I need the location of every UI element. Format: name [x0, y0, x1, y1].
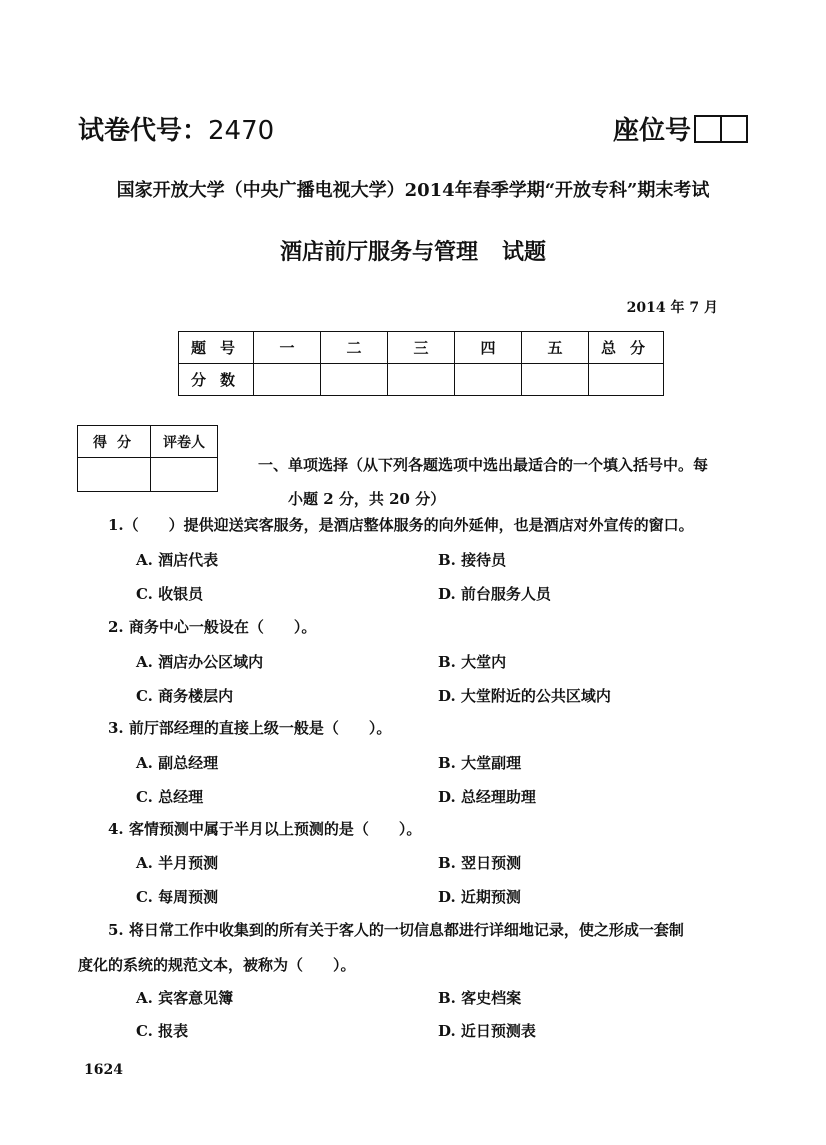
score-table-header-row	[179, 332, 664, 364]
question-2-option-b: B. 大堂内	[438, 653, 507, 671]
paper-code-label: 试卷代号：	[78, 116, 209, 146]
score-cell	[254, 364, 321, 396]
score-cell	[321, 364, 388, 396]
question-1-option-a: A. 酒店代表	[136, 551, 219, 569]
seat-label: 座位号	[612, 116, 691, 146]
grader-table-body-row	[78, 458, 218, 492]
question-4-option-d: D. 近期预测	[438, 888, 521, 906]
grader-score-label: 得分	[78, 426, 151, 458]
question-1-option-d: D. 前台服务人员	[438, 585, 551, 603]
page-number: 1624	[84, 1062, 123, 1078]
score-col-2: 二	[321, 332, 388, 364]
score-table-score-row	[179, 364, 664, 396]
question-4-stem: 4. 客情预测中属于半月以上预测的是（ ）。	[108, 820, 422, 838]
score-col-5: 五	[522, 332, 589, 364]
question-4-option-c: C. 每周预测	[136, 888, 219, 906]
question-4-option-b: B. 翌日预测	[438, 854, 522, 872]
score-cell	[522, 364, 589, 396]
course-name: 酒店前厅服务与管理	[279, 240, 478, 265]
seat-boxes	[694, 115, 748, 143]
question-3-option-b: B. 大堂副理	[438, 754, 522, 772]
question-5-option-c: C. 报表	[136, 1022, 189, 1040]
section-title-line2: 小题 2 分，共 20 分）	[288, 490, 446, 508]
score-table-row1-label: 题号	[179, 332, 254, 364]
question-2-option-d: D. 大堂附近的公共区域内	[438, 687, 611, 705]
section-title-line1: 一、单项选择（从下列各题选项中选出最适合的一个填入括号中。每	[258, 456, 709, 474]
question-1-option-c: C. 收银员	[136, 585, 204, 603]
question-3-option-d: D. 总经理助理	[438, 788, 536, 806]
score-table-row2-label: 分数	[179, 364, 254, 396]
question-4-option-a: A. 半月预测	[136, 854, 219, 872]
question-1-stem: 1.（ ）提供迎送宾客服务，是酒店整体服务的向外延伸，也是酒店对外宣传的窗口。	[108, 516, 694, 534]
course-suffix: 试题	[502, 240, 547, 265]
paper-code-number: 2470	[208, 116, 275, 146]
paper-code	[78, 110, 274, 147]
question-2-option-a: A. 酒店办公区域内	[136, 653, 264, 671]
grader-name-label: 评卷人	[151, 426, 218, 458]
score-cell	[455, 364, 522, 396]
course-title	[0, 235, 826, 266]
score-col-1: 一	[254, 332, 321, 364]
score-col-3: 三	[388, 332, 455, 364]
question-3-stem: 3. 前厅部经理的直接上级一般是（ ）。	[108, 719, 392, 737]
question-5-stem-continued: 度化的系统的规范文本，被称为（ ）。	[78, 956, 356, 974]
question-3-option-a: A. 副总经理	[136, 754, 219, 772]
seat-number	[613, 110, 748, 147]
question-5-option-a: A. 宾客意见簿	[136, 989, 234, 1007]
score-cell	[388, 364, 455, 396]
grader-table-header-row	[78, 426, 218, 458]
question-2-stem: 2. 商务中心一般设在（ ）。	[108, 618, 317, 636]
score-col-4: 四	[455, 332, 522, 364]
seat-box	[720, 117, 746, 141]
exam-date: 2014 年 7 月	[626, 300, 718, 316]
question-5-option-b: B. 客史档案	[438, 989, 522, 1007]
question-5-option-d: D. 近日预测表	[438, 1022, 536, 1040]
question-3-option-c: C. 总经理	[136, 788, 204, 806]
grader-score-cell	[78, 458, 151, 492]
question-5-stem: 5. 将日常工作中收集到的所有关于客人的一切信息都进行详细地记录，使之形成一套制	[108, 921, 684, 939]
grader-table	[77, 425, 218, 492]
section-heading	[258, 448, 758, 516]
score-table	[178, 331, 664, 396]
score-cell	[589, 364, 664, 396]
question-1-option-b: B. 接待员	[438, 551, 507, 569]
score-col-total: 总分	[589, 332, 664, 364]
question-2-option-c: C. 商务楼层内	[136, 687, 234, 705]
seat-box	[696, 117, 720, 141]
grader-name-cell	[151, 458, 218, 492]
exam-title: 国家开放大学（中央广播电视大学）2014年春季学期“开放专科”期末考试	[116, 180, 710, 201]
